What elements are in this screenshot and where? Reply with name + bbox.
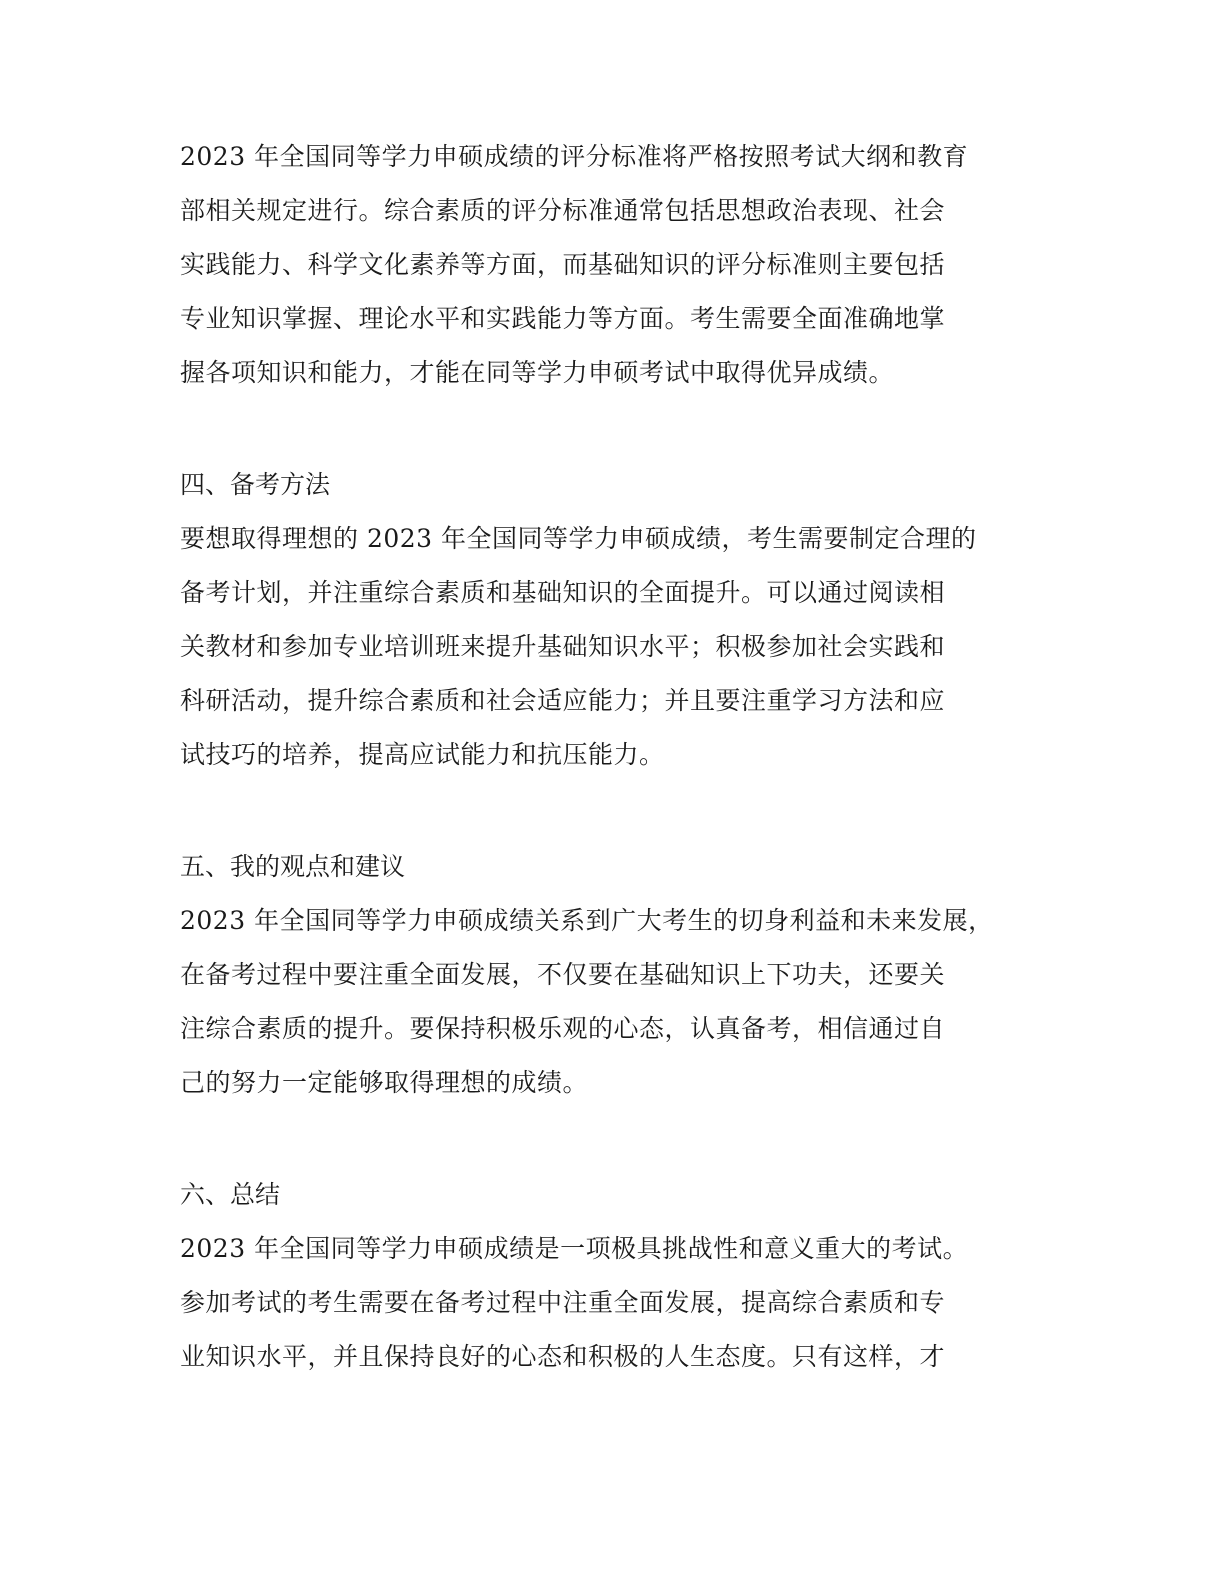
paragraph-line: 关教材和参加专业培训班来提升基础知识水平；积极参加社会实践和 [180, 632, 946, 661]
section-summary [180, 1168, 1060, 1384]
paragraph-line: 科研活动，提升综合素质和社会适应能力；并且要注重学习方法和应 [180, 686, 946, 715]
paragraph-line: 握各项知识和能力，才能在同等学力申硕考试中取得优异成绩。 [180, 358, 895, 387]
section-heading: 四、备考方法 [180, 470, 331, 499]
section-opinions-suggestions [180, 840, 1060, 1110]
paragraph-line: 业知识水平，并且保持良好的心态和积极的人生态度。只有这样，才 [180, 1342, 946, 1371]
paragraph-line: 2023 年全国同等学力申硕成绩是一项极具挑战性和意义重大的考试。 [180, 1234, 969, 1263]
paragraph-line: 在备考过程中要注重全面发展，不仅要在基础知识上下功夫，还要关 [180, 960, 946, 989]
section-heading: 五、我的观点和建议 [180, 852, 406, 881]
paragraph-line: 试技巧的培养，提高应试能力和抗压能力。 [180, 740, 665, 769]
paragraph-line: 专业知识掌握、理论水平和实践能力等方面。考生需要全面准确地掌 [180, 304, 946, 333]
section-scoring-standards [180, 130, 1060, 400]
paragraph-line: 备考计划，并注重综合素质和基础知识的全面提升。可以通过阅读相 [180, 578, 946, 607]
paragraph-line: 参加考试的考生需要在备考过程中注重全面发展，提高综合素质和专 [180, 1288, 946, 1317]
section-study-methods [180, 458, 1060, 782]
paragraph-line: 己的努力一定能够取得理想的成绩。 [180, 1068, 589, 1097]
paragraph-line: 实践能力、科学文化素养等方面，而基础知识的评分标准则主要包括 [180, 250, 946, 279]
paragraph-line: 要想取得理想的 2023 年全国同等学力申硕成绩，考生需要制定合理的 [180, 524, 977, 553]
paragraph-line: 注综合素质的提升。要保持积极乐观的心态，认真备考，相信通过自 [180, 1014, 946, 1043]
paragraph-line: 2023 年全国同等学力申硕成绩的评分标准将严格按照考试大纲和教育 [180, 142, 969, 171]
paragraph-line: 2023 年全国同等学力申硕成绩关系到广大考生的切身利益和未来发展， [180, 906, 994, 935]
paragraph-line: 部相关规定进行。综合素质的评分标准通常包括思想政治表现、社会 [180, 196, 946, 225]
section-heading: 六、总结 [180, 1180, 281, 1209]
